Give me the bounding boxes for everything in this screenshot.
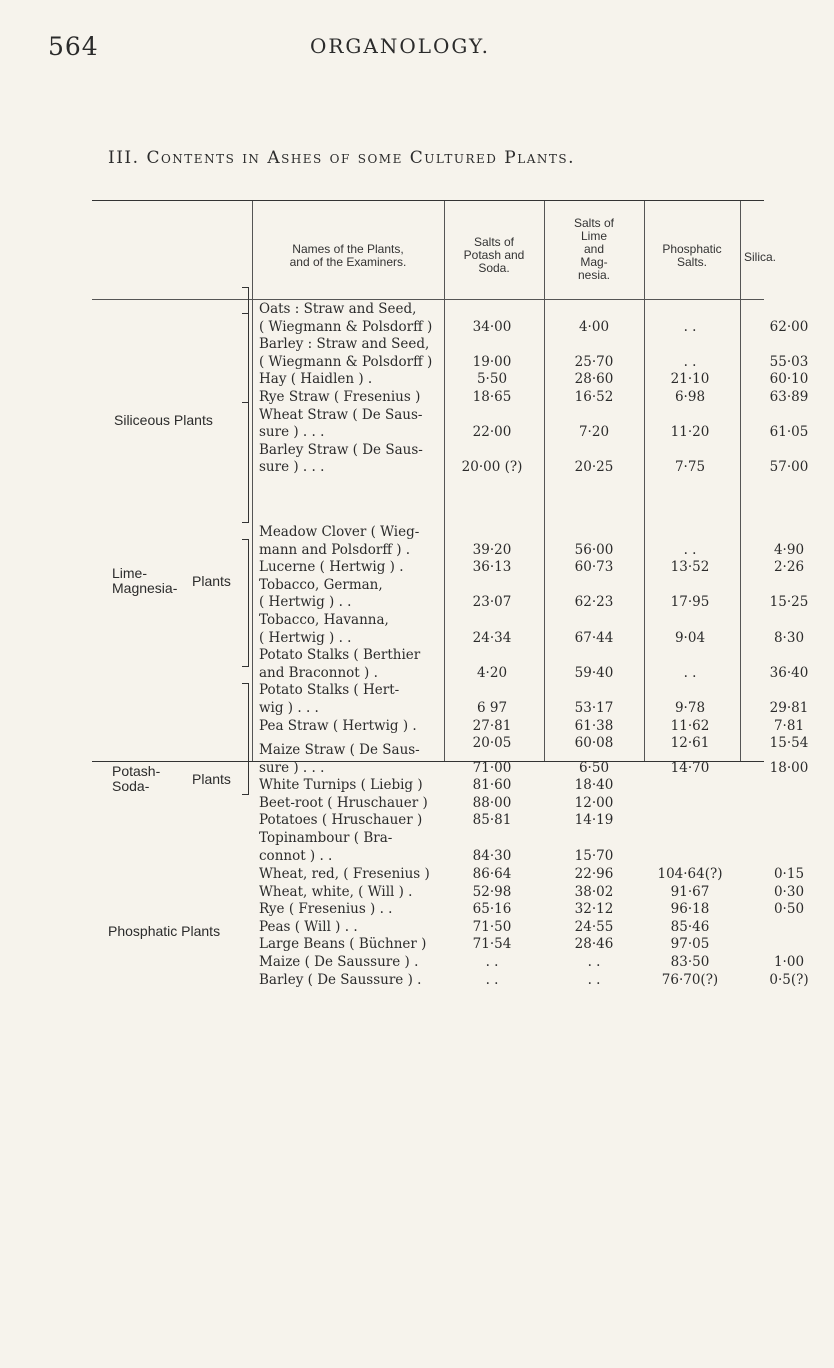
group-phosphatic-label: Phosphatic Plants xyxy=(108,923,221,939)
table-row xyxy=(92,777,764,795)
lime-value: 38·02 xyxy=(574,883,614,900)
potash-value: 36·13 xyxy=(472,559,512,576)
table-row xyxy=(92,371,809,389)
phosphatic-value: 21·10 xyxy=(670,371,710,388)
plant-name: Hay ( Haidlen ) . xyxy=(259,371,373,388)
potash-value: . . xyxy=(485,971,499,988)
table-row xyxy=(92,795,764,813)
silica-value: 1·00 xyxy=(773,954,805,970)
lime-value: 18·40 xyxy=(574,777,614,794)
group-soda-label: Soda- xyxy=(112,778,150,794)
plant-name: Barley : Straw and Seed, xyxy=(259,336,430,353)
lime-value: 12·00 xyxy=(574,794,614,811)
silica-value: 2·26 xyxy=(773,559,805,576)
lime-value: 56·00 xyxy=(574,541,614,558)
potash-value: 88·00 xyxy=(472,794,512,811)
silica-value: 29·81 xyxy=(769,699,809,716)
potash-value: . . xyxy=(485,954,499,970)
phosphatic-value: 7·75 xyxy=(674,459,706,476)
phosphatic-value: 14·70 xyxy=(670,759,710,776)
phosphatic-value: 97·05 xyxy=(670,936,710,953)
plant-name: Maize ( De Saussure ) . xyxy=(259,954,419,970)
potash-value: 22·00 xyxy=(472,424,512,441)
plant-name-cont: ( Wiegmann & Polsdorff ) xyxy=(259,353,433,370)
potash-value: 20·05 xyxy=(472,735,512,752)
plant-name-cont: and Braconnot ) . xyxy=(259,664,378,681)
group-siliceous-label: Siliceous Plants xyxy=(114,412,213,428)
potash-value: 84·30 xyxy=(472,847,512,864)
silica-value: 0·5(?) xyxy=(769,971,809,988)
lime-value: 61·38 xyxy=(574,717,614,734)
page-number: 564 xyxy=(48,32,99,61)
plant-name-cont: mann and Polsdorff ) . xyxy=(259,541,411,558)
header-names-line: and of the Examiners. xyxy=(289,255,407,269)
table-row xyxy=(92,971,809,990)
plant-name-cont: sure ) . . . xyxy=(259,759,325,776)
potash-value: 24·34 xyxy=(472,629,512,646)
lime-value: 4·00 xyxy=(578,318,610,335)
silica-value: 62·00 xyxy=(769,318,809,335)
silica-value: 36·40 xyxy=(769,664,809,681)
lime-value: 28·46 xyxy=(574,936,614,953)
plant-name: Barley ( De Saussure ) . xyxy=(259,971,422,988)
table-row xyxy=(92,647,809,682)
table-row xyxy=(92,336,809,371)
table-title: III. Contents in Ashes of some Cultured Plants. xyxy=(108,148,576,168)
phosphatic-value: 83·50 xyxy=(670,954,710,970)
phosphatic-value: . . xyxy=(683,541,697,558)
table-row xyxy=(92,612,805,647)
header-names-line: Names of the Plants, xyxy=(292,242,404,256)
plant-name: Wheat Straw ( De Saus- xyxy=(259,406,423,423)
silica-value: 8·30 xyxy=(773,629,805,646)
potash-value: 18·65 xyxy=(472,389,512,405)
table-row xyxy=(92,936,764,954)
lime-value: 67·44 xyxy=(574,629,614,646)
lime-value: 62·23 xyxy=(574,594,614,611)
lime-value: 53·17 xyxy=(574,699,614,716)
silica-value: 0·30 xyxy=(773,883,805,900)
silica-value: 0·15 xyxy=(773,866,805,882)
plant-name-cont: sure ) . . . xyxy=(259,459,325,476)
phosphatic-value: . . xyxy=(683,664,697,681)
lime-value: 60·73 xyxy=(574,559,614,576)
silica-value: 18·00 xyxy=(769,759,809,776)
silica-value: 0·50 xyxy=(773,901,805,918)
lime-value: 32·12 xyxy=(574,901,614,918)
plant-name-cont: ( Wiegmann & Polsdorff ) xyxy=(259,318,433,335)
silica-value: 57·00 xyxy=(769,459,809,476)
group-lime-label: Lime- xyxy=(112,565,148,581)
potash-value: 65·16 xyxy=(472,901,512,918)
plant-name: Potatoes ( Hruschauer ) xyxy=(259,812,423,829)
table-row xyxy=(92,406,809,442)
lime-value: 20·25 xyxy=(574,459,614,476)
plant-name: Wheat, white, ( Will ) . xyxy=(259,883,413,900)
table-row xyxy=(92,830,764,865)
lime-value: 22·96 xyxy=(574,866,614,882)
group-plants-label: Plants xyxy=(192,573,231,589)
plant-name: Beet-root ( Hruschauer ) xyxy=(259,794,428,811)
table-row xyxy=(92,866,805,884)
table-row xyxy=(92,389,809,407)
group-potash-label: Potash- xyxy=(112,763,161,779)
silica-value: 63·89 xyxy=(769,389,809,405)
potash-value: 86·64 xyxy=(472,866,512,882)
silica-value: 61·05 xyxy=(769,424,809,441)
plant-name-cont: connot ) . . xyxy=(259,847,333,864)
plant-name: Lucerne ( Hertwig ) . xyxy=(259,559,404,576)
potash-value: 71·00 xyxy=(472,759,512,776)
table-row xyxy=(92,812,764,830)
lime-value: . . xyxy=(587,971,601,988)
potash-value: 6 97 xyxy=(476,699,508,716)
silica-value: 4·90 xyxy=(773,541,805,558)
header-silica-line: Silica. xyxy=(744,250,777,264)
header-potash-line: Potash and xyxy=(463,248,525,262)
header-potash-line: Salts of xyxy=(473,235,515,249)
plant-name: Tobacco, German, xyxy=(259,576,383,593)
group-plants-label: Plants xyxy=(192,771,231,787)
potash-value: 71·54 xyxy=(472,936,512,953)
phosphatic-value: 9·04 xyxy=(674,629,706,646)
lime-value: 15·70 xyxy=(574,847,614,864)
phosphatic-value: 104·64(?) xyxy=(657,866,723,882)
potash-value: 81·60 xyxy=(472,777,512,794)
potash-value: 23·07 xyxy=(472,594,512,611)
header-phosphatic-line: Phosphatic xyxy=(662,242,722,256)
phosphatic-value: 12·61 xyxy=(670,735,710,752)
silica-value: 15·54 xyxy=(769,735,809,752)
lime-value: 60·08 xyxy=(574,735,614,752)
silica-value: 60·10 xyxy=(769,371,809,388)
plant-name: Tobacco, Havanna, xyxy=(259,612,389,628)
phosphatic-value: 91·67 xyxy=(670,883,710,900)
phosphatic-value: 85·46 xyxy=(670,918,710,935)
lime-value: 59·40 xyxy=(574,664,614,681)
table-row xyxy=(92,524,805,559)
potash-value: 20·00 (?) xyxy=(461,459,523,476)
phosphatic-value: 11·62 xyxy=(670,717,710,734)
plant-name: Peas ( Will ) . . xyxy=(259,918,358,935)
lime-value: 25·70 xyxy=(574,353,614,370)
plant-name: Wheat, red, ( Fresenius ) xyxy=(259,866,430,882)
table-row xyxy=(92,682,809,717)
plant-name: Topinambour ( Bra- xyxy=(259,830,393,846)
plant-name: Potato Stalks ( Hert- xyxy=(259,682,400,699)
lime-value: 14·19 xyxy=(574,812,614,829)
plant-name: White Turnips ( Liebig ) xyxy=(259,777,423,794)
potash-value: 34·00 xyxy=(472,318,512,335)
plant-name: Oats : Straw and Seed, xyxy=(259,301,417,317)
potash-value: 19·00 xyxy=(472,353,512,370)
phosphatic-value: 13·52 xyxy=(670,559,710,576)
header-lime-line: Lime xyxy=(580,229,607,243)
lime-value: . . xyxy=(587,954,601,970)
plant-name: Meadow Clover ( Wieg- xyxy=(259,524,420,540)
plant-name-cont: ( Hertwig ) . . xyxy=(259,629,352,646)
plant-name: Barley Straw ( De Saus- xyxy=(259,441,423,458)
header-lime-line: and xyxy=(583,242,605,256)
potash-value: 71·50 xyxy=(472,918,512,935)
header-lime-line: Mag- xyxy=(580,255,608,269)
plant-name: Pea Straw ( Hertwig ) . xyxy=(259,717,417,734)
table-row xyxy=(92,576,809,612)
phosphatic-value: 96·18 xyxy=(670,901,710,918)
silica-value: 55·03 xyxy=(769,353,809,370)
plant-name-cont: wig ) . . . xyxy=(259,699,319,716)
potash-value: 85·81 xyxy=(472,812,512,829)
header-lime-line: Salts of xyxy=(573,216,615,230)
plant-name: Rye Straw ( Fresenius ) xyxy=(259,389,421,405)
plant-name: Rye ( Fresenius ) . . xyxy=(259,901,393,918)
potash-value: 52·98 xyxy=(472,883,512,900)
header-lime-line: nesia. xyxy=(577,268,611,282)
phosphatic-value: 9·78 xyxy=(674,699,706,716)
table-row xyxy=(92,301,809,336)
phosphatic-value: 11·20 xyxy=(670,424,710,441)
lime-value: 6·50 xyxy=(578,759,610,776)
potash-value: 39·20 xyxy=(472,541,512,558)
table-row xyxy=(92,441,809,477)
silica-value: 15·25 xyxy=(769,594,809,611)
table-row xyxy=(92,954,805,972)
phosphatic-value: 17·95 xyxy=(670,594,710,611)
header-potash-line: Soda. xyxy=(478,261,510,275)
silica-value: 7·81 xyxy=(773,717,805,734)
phosphatic-value: . . xyxy=(683,353,697,370)
lime-value: 7·20 xyxy=(578,424,610,441)
table-row xyxy=(92,559,805,577)
plant-name: Maize Straw ( De Saus- xyxy=(259,742,420,758)
lime-value: 16·52 xyxy=(574,389,614,405)
phosphatic-value: 76·70(?) xyxy=(661,971,719,988)
potash-value: 27·81 xyxy=(472,717,512,734)
table-row xyxy=(92,883,805,902)
lime-value: 24·55 xyxy=(574,918,614,935)
potash-value: 5·50 xyxy=(476,371,508,388)
plant-name: Potato Stalks ( Berthier xyxy=(259,647,421,664)
plant-name-cont: sure ) . . . xyxy=(259,424,325,441)
group-magnesia-label: Magnesia- xyxy=(112,580,178,596)
plant-name: Large Beans ( Büchner ) xyxy=(259,936,427,953)
table-row xyxy=(92,919,764,937)
phosphatic-value: 6·98 xyxy=(674,389,706,405)
potash-value: 4·20 xyxy=(476,664,508,681)
plant-name-cont: ( Hertwig ) . . xyxy=(259,594,352,611)
table-row xyxy=(92,901,805,919)
lime-value: 28·60 xyxy=(574,371,614,388)
phosphatic-value: . . xyxy=(683,318,697,335)
header-phosphatic-line: Salts. xyxy=(676,255,707,269)
running-head: ORGANOLOGY. xyxy=(309,34,491,58)
